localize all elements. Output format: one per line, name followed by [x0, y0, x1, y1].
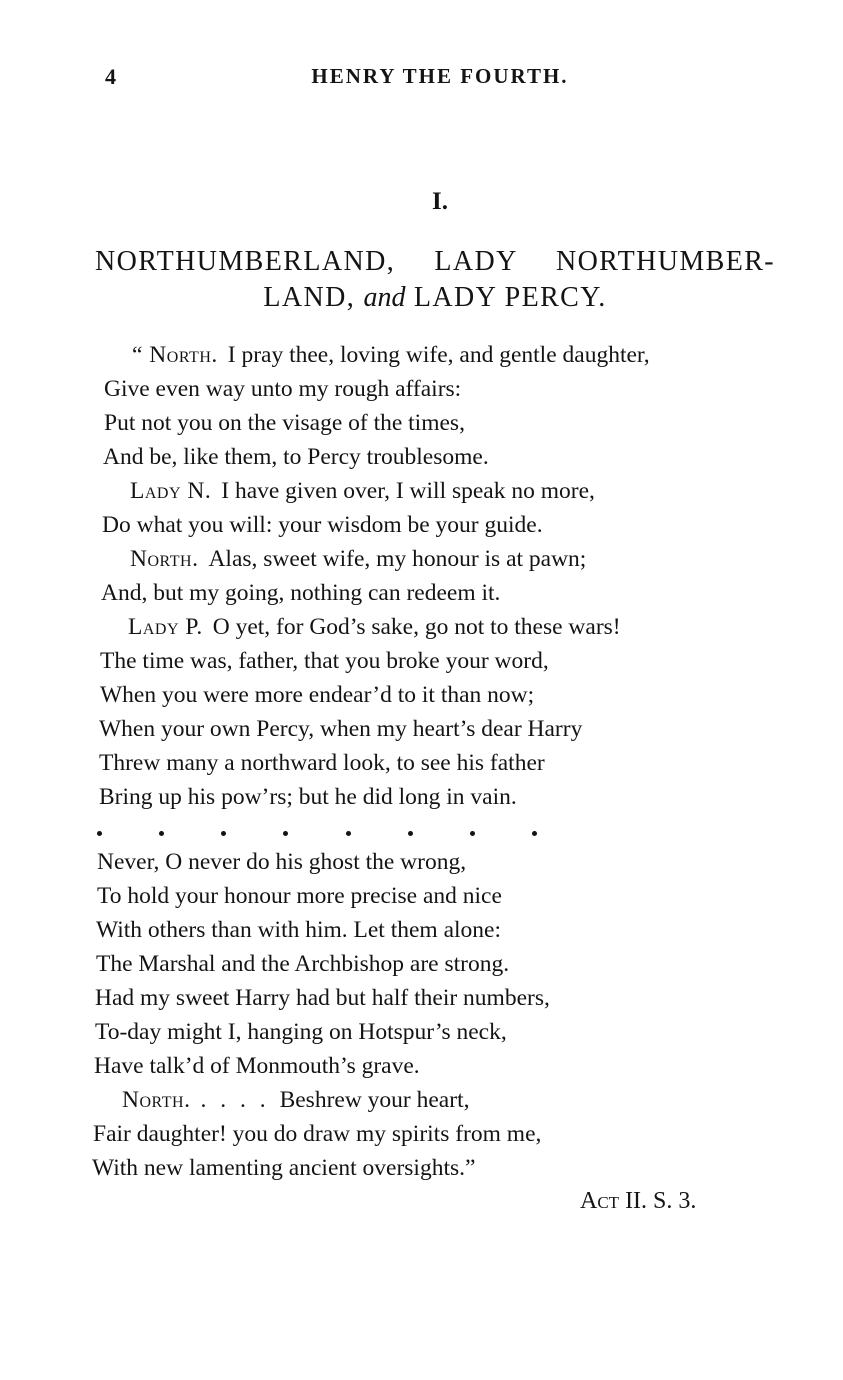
- verse-line: [132, 338, 650, 372]
- verse-line: The Marshal and the Archbishop are strong.: [96, 951, 510, 977]
- speaker-name: North.: [122, 1087, 191, 1113]
- verse-text: Alas, sweet wife, my honour is at pawn;: [208, 546, 587, 572]
- speaker-name: Lady N.: [130, 478, 212, 504]
- citation-act: Act: [580, 1188, 620, 1214]
- ellipsis-dot: [532, 831, 537, 836]
- speaker-name: “ North.: [132, 342, 218, 368]
- verse-line: With new lamenting ancient oversights.”: [92, 1155, 476, 1181]
- verse-line: And, but my going, nothing can redeem it.: [101, 580, 501, 606]
- verse-line: Had my sweet Harry had but half their numbers,: [95, 985, 550, 1011]
- verse-text: I pray thee, loving wife, and gentle daughter,: [227, 342, 650, 368]
- verse-line: The time was, father, that you broke your word,: [100, 648, 549, 674]
- verse-line: Give even way unto my rough affairs:: [104, 376, 462, 402]
- scene-title: [95, 244, 775, 316]
- ellipsis-dot: [221, 831, 226, 836]
- ellipsis-dot: [470, 831, 475, 836]
- verse-line: And be, like them, to Percy troublesome.: [103, 444, 489, 470]
- verse-line: [130, 542, 586, 576]
- verse-line: Put not you on the visage of the times,: [104, 410, 465, 436]
- verse-line: [128, 610, 621, 644]
- verse-text: I have given over, I will speak no more,: [221, 478, 595, 504]
- ellipsis-row: [97, 826, 537, 840]
- verse-line: Have talk’d of Monmouth’s grave.: [94, 1053, 420, 1079]
- verse-line: When you were more endear’d to it than now;: [100, 682, 535, 708]
- speaker-name: North.: [130, 546, 199, 572]
- scene-title-line2: [95, 280, 775, 316]
- section-number: I.: [432, 188, 448, 215]
- verse-line: [130, 474, 595, 508]
- verse-line: Threw many a northward look, to see his father: [99, 750, 545, 776]
- verse-line: [122, 1083, 469, 1117]
- verse-line: To-day might I, hanging on Hotspur’s neck,: [95, 1019, 507, 1045]
- verse-line: Bring up his pow’rs; but he did long in vain.: [99, 784, 517, 810]
- verse-line: When your own Percy, when my heart’s dear Harry: [99, 716, 583, 742]
- ellipsis-dot: [283, 831, 288, 836]
- verse-line: Fair daughter! you do draw my spirits from me,: [93, 1121, 542, 1147]
- running-head: HENRY THE FOURTH.: [311, 64, 569, 88]
- citation-ref: II. S. 3.: [625, 1188, 697, 1214]
- ellipsis-dot: [346, 831, 351, 836]
- act-scene-citation: [580, 1188, 696, 1215]
- scene-title-line1: NORTHUMBERLAND, LADY NORTHUMBER-: [95, 246, 775, 277]
- verse-text: Beshrew your heart,: [279, 1087, 470, 1113]
- verse-line: With others than with him. Let them alone:: [96, 917, 501, 943]
- scene-title-land: LAND,: [263, 282, 356, 313]
- verse-line: To hold your honour more precise and nice: [97, 883, 502, 909]
- ellipsis-dot: [97, 831, 102, 836]
- verse-dots: . . . .: [200, 1087, 270, 1113]
- verse-line: Never, O never do his ghost the wrong,: [97, 849, 467, 875]
- verse-line: Do what you will: your wisdom be your guide.: [102, 512, 543, 538]
- scene-title-and: and: [363, 282, 406, 313]
- ellipsis-dot: [408, 831, 413, 836]
- ellipsis-dot: [159, 831, 164, 836]
- page-number: 4: [105, 64, 116, 89]
- scene-title-lady-percy: LADY PERCY.: [413, 282, 607, 313]
- speaker-name: Lady P.: [128, 614, 203, 640]
- verse-text: O yet, for God’s sake, go not to these wars!: [212, 614, 621, 640]
